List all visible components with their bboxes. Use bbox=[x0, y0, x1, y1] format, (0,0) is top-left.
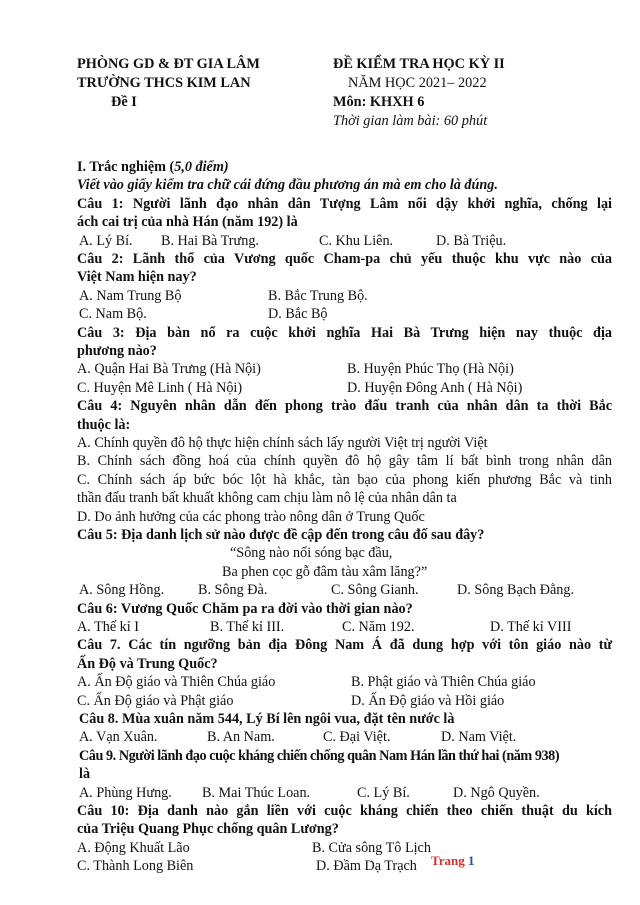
q3-option-d: D. Huyện Đông Anh ( Hà Nội) bbox=[347, 379, 523, 396]
section-title-prefix: I. Trắc nghiệm ( bbox=[77, 159, 175, 175]
page-label: Trang bbox=[431, 853, 468, 868]
q10-option-b: B. Cửa sông Tô Lịch bbox=[312, 839, 431, 856]
question-1-line-1: Câu 1: Người lãnh đạo nhân dân Tượng Lâm nổi dậy khởi nghĩa, chống lại bbox=[77, 195, 612, 212]
question-6-options bbox=[77, 618, 612, 636]
q7-option-a: A. Ấn Độ giáo và Thiên Chúa giáo bbox=[77, 674, 276, 691]
question-6-line-1: Câu 6: Vương Quốc Chăm pa ra đời vào thời gian nào? bbox=[77, 600, 413, 617]
q10-option-a: A. Động Khuất Lão bbox=[77, 839, 190, 856]
q1-option-d: D. Bà Triệu. bbox=[436, 232, 507, 249]
question-10-options-row-1 bbox=[77, 839, 612, 857]
section-points: 5,0 điểm) bbox=[174, 159, 229, 175]
q7-option-c: C. Ấn Độ giáo và Phật giáo bbox=[77, 692, 234, 709]
exam-body bbox=[77, 158, 612, 876]
department-name: PHÒNG GD & ĐT GIA LÂM bbox=[77, 56, 260, 72]
section-title bbox=[77, 158, 612, 176]
q2-option-d: D. Bắc Bộ bbox=[268, 306, 328, 323]
q8-option-c: C. Đại Việt. bbox=[323, 729, 391, 746]
question-8-options bbox=[77, 728, 612, 746]
q2-option-c: C. Nam Bộ. bbox=[79, 306, 147, 323]
q1-option-c: C. Khu Liên. bbox=[319, 232, 394, 249]
q6-option-c: C. Năm 192. bbox=[342, 619, 415, 636]
poem-line-2: Ba phen cọc gỗ đâm tàu xâm lăng?” bbox=[222, 563, 428, 580]
question-10-line-1: Câu 10: Địa danh nào gắn liền với cuộc kháng chiến theo chiến thuật du kích bbox=[77, 803, 612, 820]
question-4-line-1: Câu 4: Nguyên nhân dẫn đến phong trào đấu tranh của nhân dân ta thời Bắc bbox=[77, 398, 612, 415]
q5-option-c: C. Sông Gianh. bbox=[331, 582, 419, 599]
exam-version: Đề I bbox=[111, 94, 137, 110]
q9-option-c: C. Lý Bí. bbox=[357, 784, 410, 801]
question-9-line-2: là bbox=[79, 766, 91, 783]
q3-option-b: B. Huyện Phúc Thọ (Hà Nội) bbox=[347, 361, 514, 378]
q1-option-b: B. Hai Bà Trưng. bbox=[161, 232, 259, 249]
question-2-line-2: Việt Nam hiện nay? bbox=[77, 269, 197, 286]
q9-option-b: B. Mai Thúc Loan. bbox=[202, 784, 311, 801]
exam-title: ĐỀ KIỂM TRA HỌC KỲ II bbox=[333, 56, 505, 72]
q3-option-a: A. Quận Hai Bà Trưng (Hà Nội) bbox=[77, 361, 261, 378]
question-7-options-row-2 bbox=[77, 692, 612, 710]
q4-option-c-line-1: C. Chính sách áp bức bóc lột hà khắc, tàn bạo của phong kiến phương Bắc và tinh bbox=[77, 471, 612, 488]
q4-option-c-line-2: thần đấu tranh bất khuất không cam chịu làm nô lệ của nhân dân ta bbox=[77, 490, 457, 507]
question-10-line-2: của Triệu Quang Phục chống quân Lương? bbox=[77, 821, 339, 838]
q8-option-a: A. Vạn Xuân. bbox=[79, 729, 158, 746]
school-year: NĂM HỌC 2021– 2022 bbox=[348, 75, 487, 91]
question-8-line-1: Câu 8. Mùa xuân năm 544, Lý Bí lên ngôi vua, đặt tên nước là bbox=[79, 711, 455, 728]
q7-option-d: D. Ấn Độ giáo và Hồi giáo bbox=[351, 692, 505, 709]
q10-option-d: D. Đầm Dạ Trạch bbox=[316, 858, 417, 875]
q5-option-b: B. Sông Đà. bbox=[198, 582, 268, 599]
q4-option-b: B. Chính sách đồng hoá của chính quyền đô hộ gây tâm lí bất bình trong nhân dân bbox=[77, 453, 612, 470]
q8-option-b: B. An Nam. bbox=[207, 729, 275, 746]
question-2-options-row-1 bbox=[77, 287, 612, 305]
page-number: 1 bbox=[467, 853, 475, 868]
subject: Môn: KHXH 6 bbox=[333, 94, 425, 110]
page-footer bbox=[431, 853, 474, 869]
q3-option-c: C. Huyện Mê Linh ( Hà Nội) bbox=[77, 379, 243, 396]
question-3-options-row-1 bbox=[77, 360, 612, 378]
question-1-options bbox=[77, 232, 612, 250]
q6-option-a: A. Thế kỉ I bbox=[77, 619, 139, 636]
question-4-line-2: thuộc là: bbox=[77, 416, 131, 433]
question-3-line-2: phương nào? bbox=[77, 343, 157, 360]
question-7-line-1: Câu 7. Các tín ngưỡng bản địa Đông Nam Á đã dung hợp với tôn giáo nào từ bbox=[77, 637, 612, 654]
question-9-line-1: Câu 9. Người lãnh đạo cuộc kháng chiến chống quân Nam Hán lần thứ hai (năm 938) bbox=[79, 747, 560, 764]
question-2-line-1: Câu 2: Lãnh thổ của Vương quốc Cham-pa chủ yếu thuộc khu vực nào của bbox=[77, 251, 612, 268]
q2-option-a: A. Nam Trung Bộ bbox=[79, 287, 182, 304]
q6-option-b: B. Thế kỉ III. bbox=[210, 619, 285, 636]
q5-option-d: D. Sông Bạch Đằng. bbox=[457, 582, 575, 599]
q9-option-a: A. Phùng Hưng. bbox=[79, 784, 172, 801]
poem-line-1: “Sông nào nổi sóng bạc đầu, bbox=[230, 545, 393, 562]
q7-option-b: B. Phật giáo và Thiên Chúa giáo bbox=[351, 674, 536, 691]
question-9-options bbox=[77, 784, 612, 802]
q9-option-d: D. Ngô Quyền. bbox=[453, 784, 540, 801]
question-1-line-2: ách cai trị của nhà Hán (năm 192) là bbox=[77, 214, 298, 231]
question-10-options-row-2 bbox=[77, 857, 612, 875]
q5-option-a: A. Sông Hồng. bbox=[79, 582, 165, 599]
school-name: TRƯỜNG THCS KIM LAN bbox=[77, 75, 251, 91]
q6-option-d: D. Thế kỉ VIII bbox=[490, 619, 572, 636]
q4-option-d: D. Do ảnh hưởng của các phong trào nông dân ở Trung Quốc bbox=[77, 508, 425, 525]
section-instruction: Viết vào giấy kiểm tra chữ cái đứng đầu phương án mà em cho là đúng. bbox=[77, 177, 498, 194]
question-5-line-1: Câu 5: Địa danh lịch sử nào được đề cập đến trong câu đố sau đây? bbox=[77, 527, 485, 544]
question-3-options-row-2 bbox=[77, 379, 612, 397]
q1-option-a: A. Lý Bí. bbox=[79, 232, 133, 249]
q2-option-b: B. Bắc Trung Bộ. bbox=[268, 287, 368, 304]
question-2-options-row-2 bbox=[77, 305, 612, 323]
q4-option-a: A. Chính quyền đô hộ thực hiện chính sách lấy người Việt trị người Việt bbox=[77, 435, 488, 452]
question-5-options bbox=[77, 581, 612, 599]
q10-option-c: C. Thành Long Biên bbox=[77, 858, 194, 875]
q8-option-d: D. Nam Việt. bbox=[441, 729, 517, 746]
question-3-line-1: Câu 3: Địa bàn nổ ra cuộc khởi nghĩa Hai Bà Trưng hiện nay thuộc địa bbox=[77, 324, 612, 341]
question-7-line-2: Ấn Độ và Trung Quốc? bbox=[77, 655, 218, 672]
exam-duration: Thời gian làm bài: 60 phút bbox=[333, 113, 488, 129]
question-7-options-row-1 bbox=[77, 673, 612, 691]
